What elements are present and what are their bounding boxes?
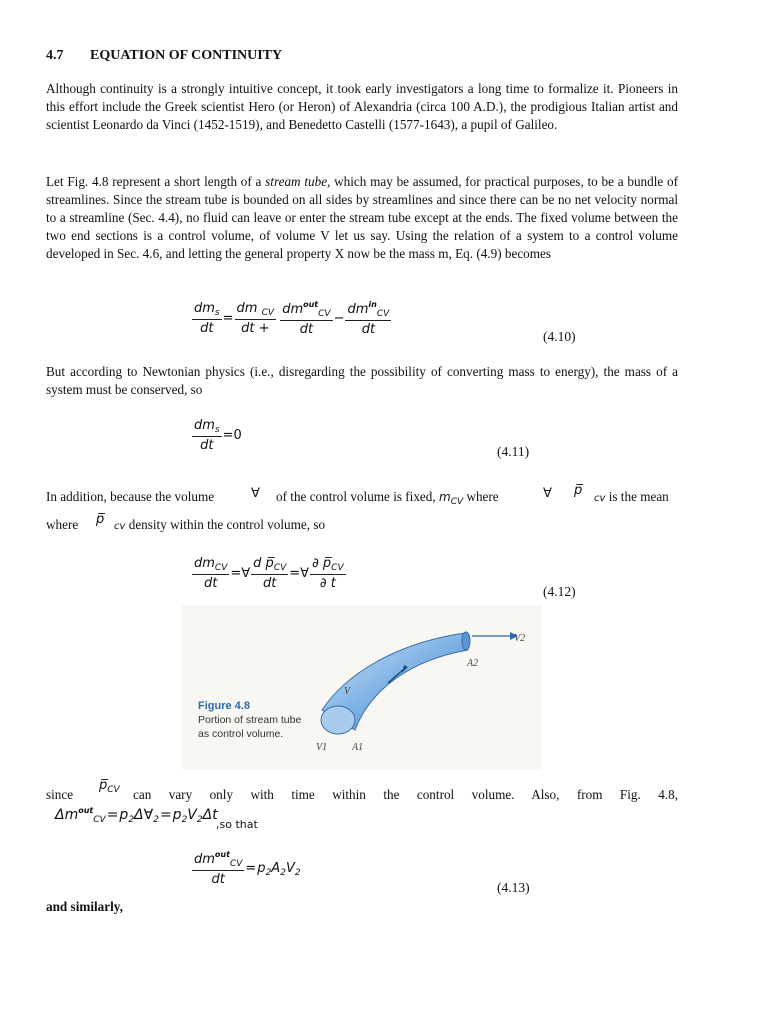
section-heading: [46, 48, 282, 64]
paragraph-volume-line1b: of the control volume is fixed, $m_{CV}$ where: [276, 489, 499, 507]
paragraph-volume-line2: [46, 517, 78, 533]
paragraph-history: Although continuity is a strongly intuitive concept, it took early investigators a long time to formalize it. Pioneers in this effort include the Greek scientist Hero (or Heron) of Alexandria (circa 100 A.D.), the prodigious Italian artist and scientist Leonardo da Vinci (1452-1519), and Benedetto Castelli (1577-1643), a pupil of Galileo.: [46, 81, 678, 132]
so-that-text: ,so that: [216, 818, 258, 831]
equation-4-13: $\frac{dm^{out}_{CV}}{dt}$ $=p_2A_2V_2$: [194, 850, 301, 887]
volume-symbol: ∀: [251, 486, 260, 501]
section-title: EQUATION OF CONTINUITY: [90, 48, 283, 63]
paragraph-volume-line2b: cv density within the control volume, so: [114, 517, 326, 532]
equation-4-11: $\frac{dm_s}{dt}$ =0: [194, 418, 242, 453]
equation-number-4-12: (4.12): [543, 584, 576, 599]
figure-title: Figure 4.8: [198, 700, 250, 712]
volume-symbol: ∀: [543, 486, 552, 501]
paragraph-conservation: But according to Newtonian physics (i.e., disregarding the possibility of converting mass to energy), the mass of a system must be conserved, so: [46, 364, 678, 397]
text-fragment: where: [46, 517, 79, 532]
label-v: V: [344, 686, 351, 697]
equation-4-12: $\frac{dm_{CV}}{dt}$ =∀ $\frac{d p̅_{CV}}{dt}$ =∀ $\frac{\partial p̅_{CV}}{\partial t}$: [194, 556, 344, 591]
label-a2: A2: [467, 658, 479, 669]
paragraph-stream-tube-intro: Let Fig. 4.8 represent a short length of a: [46, 174, 266, 189]
text-fragment: where: [466, 489, 499, 504]
density-symbol: p̅: [574, 483, 583, 498]
paragraph-stream-tube: [46, 173, 678, 263]
paragraph-volume-line1c: cv is the mean: [594, 489, 669, 504]
stream-tube-term: stream tube,: [265, 174, 331, 189]
text-fragment: In addition, because the volume: [46, 489, 215, 504]
paragraph-stream-tube-body: which may be assumed, for practical purposes, to be a bundle of streamlines. Since the stream tube is bounded on all sides by streamlines and since there can be no net velocity normal to a streamline (Sec. 4.4), no fluid can leave or enter the stream tube except at the ends. The fixed volume between the two end sections is a control volume, of volume V let us say. Using the relation of a system to a control volume developed in Sec. 4.6, and letting the general property X now be the mass m, Eq. (4.9) becomes: [46, 174, 678, 261]
paragraph-since-since: since: [46, 787, 74, 802]
label-v1: V1: [316, 742, 328, 753]
inlet-section: [321, 706, 355, 734]
paragraph-since-text: can vary only with time within the control volume. Also, from Fig. 4.8,: [133, 787, 678, 802]
section-number: 4.7: [46, 48, 64, 63]
text-fragment: of the control volume is fixed,: [276, 489, 436, 504]
text-fragment: density within the control volume, so: [128, 517, 326, 532]
figure-caption: Portion of stream tube as control volume.: [198, 714, 302, 740]
text-fragment: is the mean: [608, 489, 669, 504]
density-cv-symbol: $p̅_{CV}$: [99, 778, 120, 795]
paragraph-volume-line1: [46, 489, 214, 505]
outlet-section: [462, 632, 470, 650]
equation-number-4-13: (4.13): [497, 880, 530, 895]
density-symbol: p̅: [96, 512, 105, 527]
equation-number-4-11: (4.11): [497, 444, 530, 459]
label-a1: A1: [352, 742, 364, 753]
closing-text: and similarly,: [46, 899, 123, 914]
equation-number-4-10: (4.10): [543, 329, 576, 344]
equation-4-10: $\frac{dm_s}{dt}$ = $\frac{dm _{CV}}{dt +}$ $\frac{dm^{out}_{CV}}{dt}$ − $\frac{dm^{in}_{CV}}{dt}$: [194, 300, 390, 337]
label-v2: V2: [514, 633, 526, 644]
delta-m-out-equation: $\Delta m^{out}_{CV}=p_2\Delta\forall_2=p_2V_2\Delta t$: [55, 806, 218, 825]
